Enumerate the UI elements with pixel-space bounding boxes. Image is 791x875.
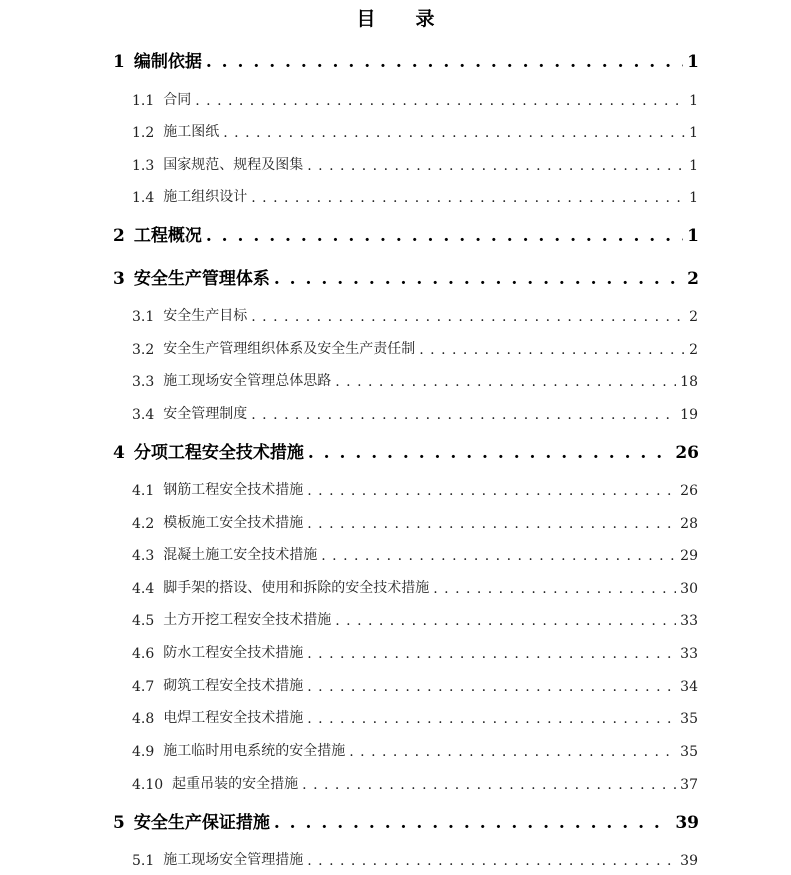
toc-entry-number: 4.6	[132, 646, 155, 662]
toc-entry-number: 4	[113, 443, 125, 463]
toc-entry-page-number: 1	[689, 158, 698, 174]
toc-entry-page-number: 35	[680, 744, 698, 760]
toc-entry-label: 工程概况	[133, 226, 202, 246]
toc-section-entry[interactable]	[132, 403, 698, 423]
toc-entry-label: 施工现场安全管理措施	[163, 852, 304, 868]
dot-leader	[307, 516, 676, 532]
toc-entry-number: 4.7	[132, 679, 155, 695]
toc-entry-page-number: 18	[680, 374, 698, 390]
toc-section-entry[interactable]	[132, 121, 698, 141]
toc-entry-page-number: 39	[680, 853, 698, 869]
toc-entry-page-number: 33	[680, 613, 698, 629]
toc-entry-number: 1.4	[132, 190, 155, 206]
dot-leader	[307, 711, 676, 727]
toc-entry-page-number: 30	[680, 581, 698, 597]
toc-entry-label: 合同	[163, 92, 192, 108]
toc-section-entry[interactable]	[132, 544, 698, 564]
toc-entry-label: 安全生产管理组织体系及安全生产责任制	[163, 341, 416, 357]
dot-leader	[251, 309, 685, 325]
toc-entry-label: 安全管理制度	[163, 406, 248, 422]
toc-entry-page-number: 35	[680, 711, 698, 727]
toc-section-entry[interactable]	[132, 609, 698, 629]
dot-leader	[307, 853, 676, 869]
toc-entry-page-number: 19	[680, 407, 698, 423]
toc-entry-label: 土方开挖工程安全技术措施	[163, 612, 332, 628]
toc-entry-label: 施工图纸	[163, 124, 220, 140]
toc-entry-number: 4.2	[132, 516, 155, 532]
dot-leader	[321, 548, 676, 564]
toc-entry-number: 4.9	[132, 744, 155, 760]
dot-leader	[349, 744, 676, 760]
toc-section-entry[interactable]	[132, 305, 698, 325]
toc-entry-label: 模板施工安全技术措施	[163, 515, 304, 531]
toc-entry-number: 4.5	[132, 613, 155, 629]
toc-chapter-entry[interactable]	[113, 224, 699, 246]
toc-section-entry[interactable]	[132, 479, 698, 499]
toc-entry-label: 脚手架的搭设、使用和拆除的安全技术措施	[163, 580, 430, 596]
dot-leader	[251, 190, 685, 206]
toc-entry-page-number: 39	[675, 813, 699, 833]
toc-entry-label: 施工组织设计	[163, 189, 248, 205]
toc-section-entry[interactable]	[132, 740, 698, 760]
toc-entry-page-number: 37	[680, 777, 698, 793]
toc-entry-label: 编制依据	[133, 52, 202, 72]
toc-entry-page-number: 2	[689, 309, 698, 325]
toc-entry-page-number: 29	[680, 548, 698, 564]
toc-entry-page-number: 1	[689, 125, 698, 141]
toc-section-entry[interactable]	[132, 154, 698, 174]
toc-entry-page-number: 1	[687, 226, 699, 246]
dot-leader	[195, 93, 685, 109]
toc-entry-page-number: 1	[687, 52, 699, 72]
toc-section-entry[interactable]	[132, 186, 698, 206]
toc-chapter-entry[interactable]	[113, 441, 699, 463]
toc-entry-label: 钢筋工程安全技术措施	[163, 482, 304, 498]
toc-entry-number: 3.2	[132, 342, 155, 358]
toc-entry-number: 5	[113, 813, 125, 833]
toc-entry-page-number: 26	[680, 483, 698, 499]
toc-entry-number: 3.3	[132, 374, 155, 390]
dot-leader	[419, 342, 685, 358]
toc-entry-label: 起重吊装的安全措施	[172, 776, 299, 792]
toc-section-entry[interactable]	[132, 773, 698, 793]
dot-leader	[307, 158, 685, 174]
dot-leader	[274, 813, 671, 833]
toc-entry-label: 安全生产保证措施	[133, 813, 270, 833]
dot-leader	[206, 52, 683, 72]
toc-entry-page-number: 28	[680, 516, 698, 532]
toc-entry-page-number: 2	[689, 342, 698, 358]
toc-entry-page-number: 1	[689, 93, 698, 109]
toc-entry-label: 砌筑工程安全技术措施	[163, 678, 304, 694]
dot-leader	[308, 443, 671, 463]
toc-entry-label: 国家规范、规程及图集	[163, 157, 304, 173]
toc-entry-number: 1.3	[132, 158, 155, 174]
dot-leader	[307, 646, 676, 662]
dot-leader	[206, 226, 683, 246]
toc-entry-page-number: 26	[675, 443, 699, 463]
dot-leader	[335, 613, 676, 629]
toc-entry-label: 电焊工程安全技术措施	[163, 710, 304, 726]
toc-entry-label: 防水工程安全技术措施	[163, 645, 304, 661]
title-char-2: 录	[415, 8, 435, 30]
dot-leader	[335, 374, 676, 390]
toc-entry-label: 安全生产管理体系	[133, 269, 270, 289]
toc-section-entry[interactable]	[132, 577, 698, 597]
toc-section-entry[interactable]	[132, 338, 698, 358]
toc-entry-number: 4.8	[132, 711, 155, 727]
toc-chapter-entry[interactable]	[113, 50, 699, 72]
toc-entry-number: 1.1	[132, 93, 155, 109]
toc-entry-number: 2	[113, 226, 125, 246]
toc-chapter-entry[interactable]	[113, 267, 699, 289]
toc-entry-number: 3.4	[132, 407, 155, 423]
toc-section-entry[interactable]	[132, 675, 698, 695]
toc-entry-label: 分项工程安全技术措施	[133, 443, 304, 463]
dot-leader	[433, 581, 676, 597]
dot-leader	[302, 777, 676, 793]
toc-entry-number: 4.4	[132, 581, 155, 597]
toc-entry-number: 4.10	[132, 777, 164, 793]
toc-chapter-entry[interactable]	[113, 811, 699, 833]
toc-entry-number: 3.1	[132, 309, 155, 325]
dot-leader	[274, 269, 683, 289]
toc-entry-page-number: 33	[680, 646, 698, 662]
toc-section-entry[interactable]	[132, 849, 698, 869]
toc-entry-number: 1	[113, 52, 125, 72]
dot-leader	[251, 407, 676, 423]
toc-entry-number: 1.2	[132, 125, 155, 141]
toc-section-entry[interactable]	[132, 370, 698, 390]
toc-entry-page-number: 1	[689, 190, 698, 206]
dot-leader	[307, 679, 676, 695]
toc-section-entry[interactable]	[132, 89, 698, 109]
toc-entry-label: 施工现场安全管理总体思路	[163, 373, 332, 389]
toc-entry-label: 安全生产目标	[163, 308, 248, 324]
toc-entry-number: 5.1	[132, 853, 155, 869]
dot-leader	[307, 483, 676, 499]
toc-entry-label: 施工临时用电系统的安全措施	[163, 743, 346, 759]
dot-leader	[223, 125, 685, 141]
toc-entry-number: 4.3	[132, 548, 155, 564]
toc-entry-number: 3	[113, 269, 125, 289]
toc-entry-number: 4.1	[132, 483, 155, 499]
toc-entry-page-number: 34	[680, 679, 698, 695]
toc-section-entry[interactable]	[132, 707, 698, 727]
toc-entry-page-number: 2	[687, 269, 699, 289]
title-char-1: 目	[356, 8, 376, 30]
toc-entry-label: 混凝土施工安全技术措施	[163, 547, 318, 563]
toc-section-entry[interactable]	[132, 642, 698, 662]
toc-section-entry[interactable]	[132, 512, 698, 532]
